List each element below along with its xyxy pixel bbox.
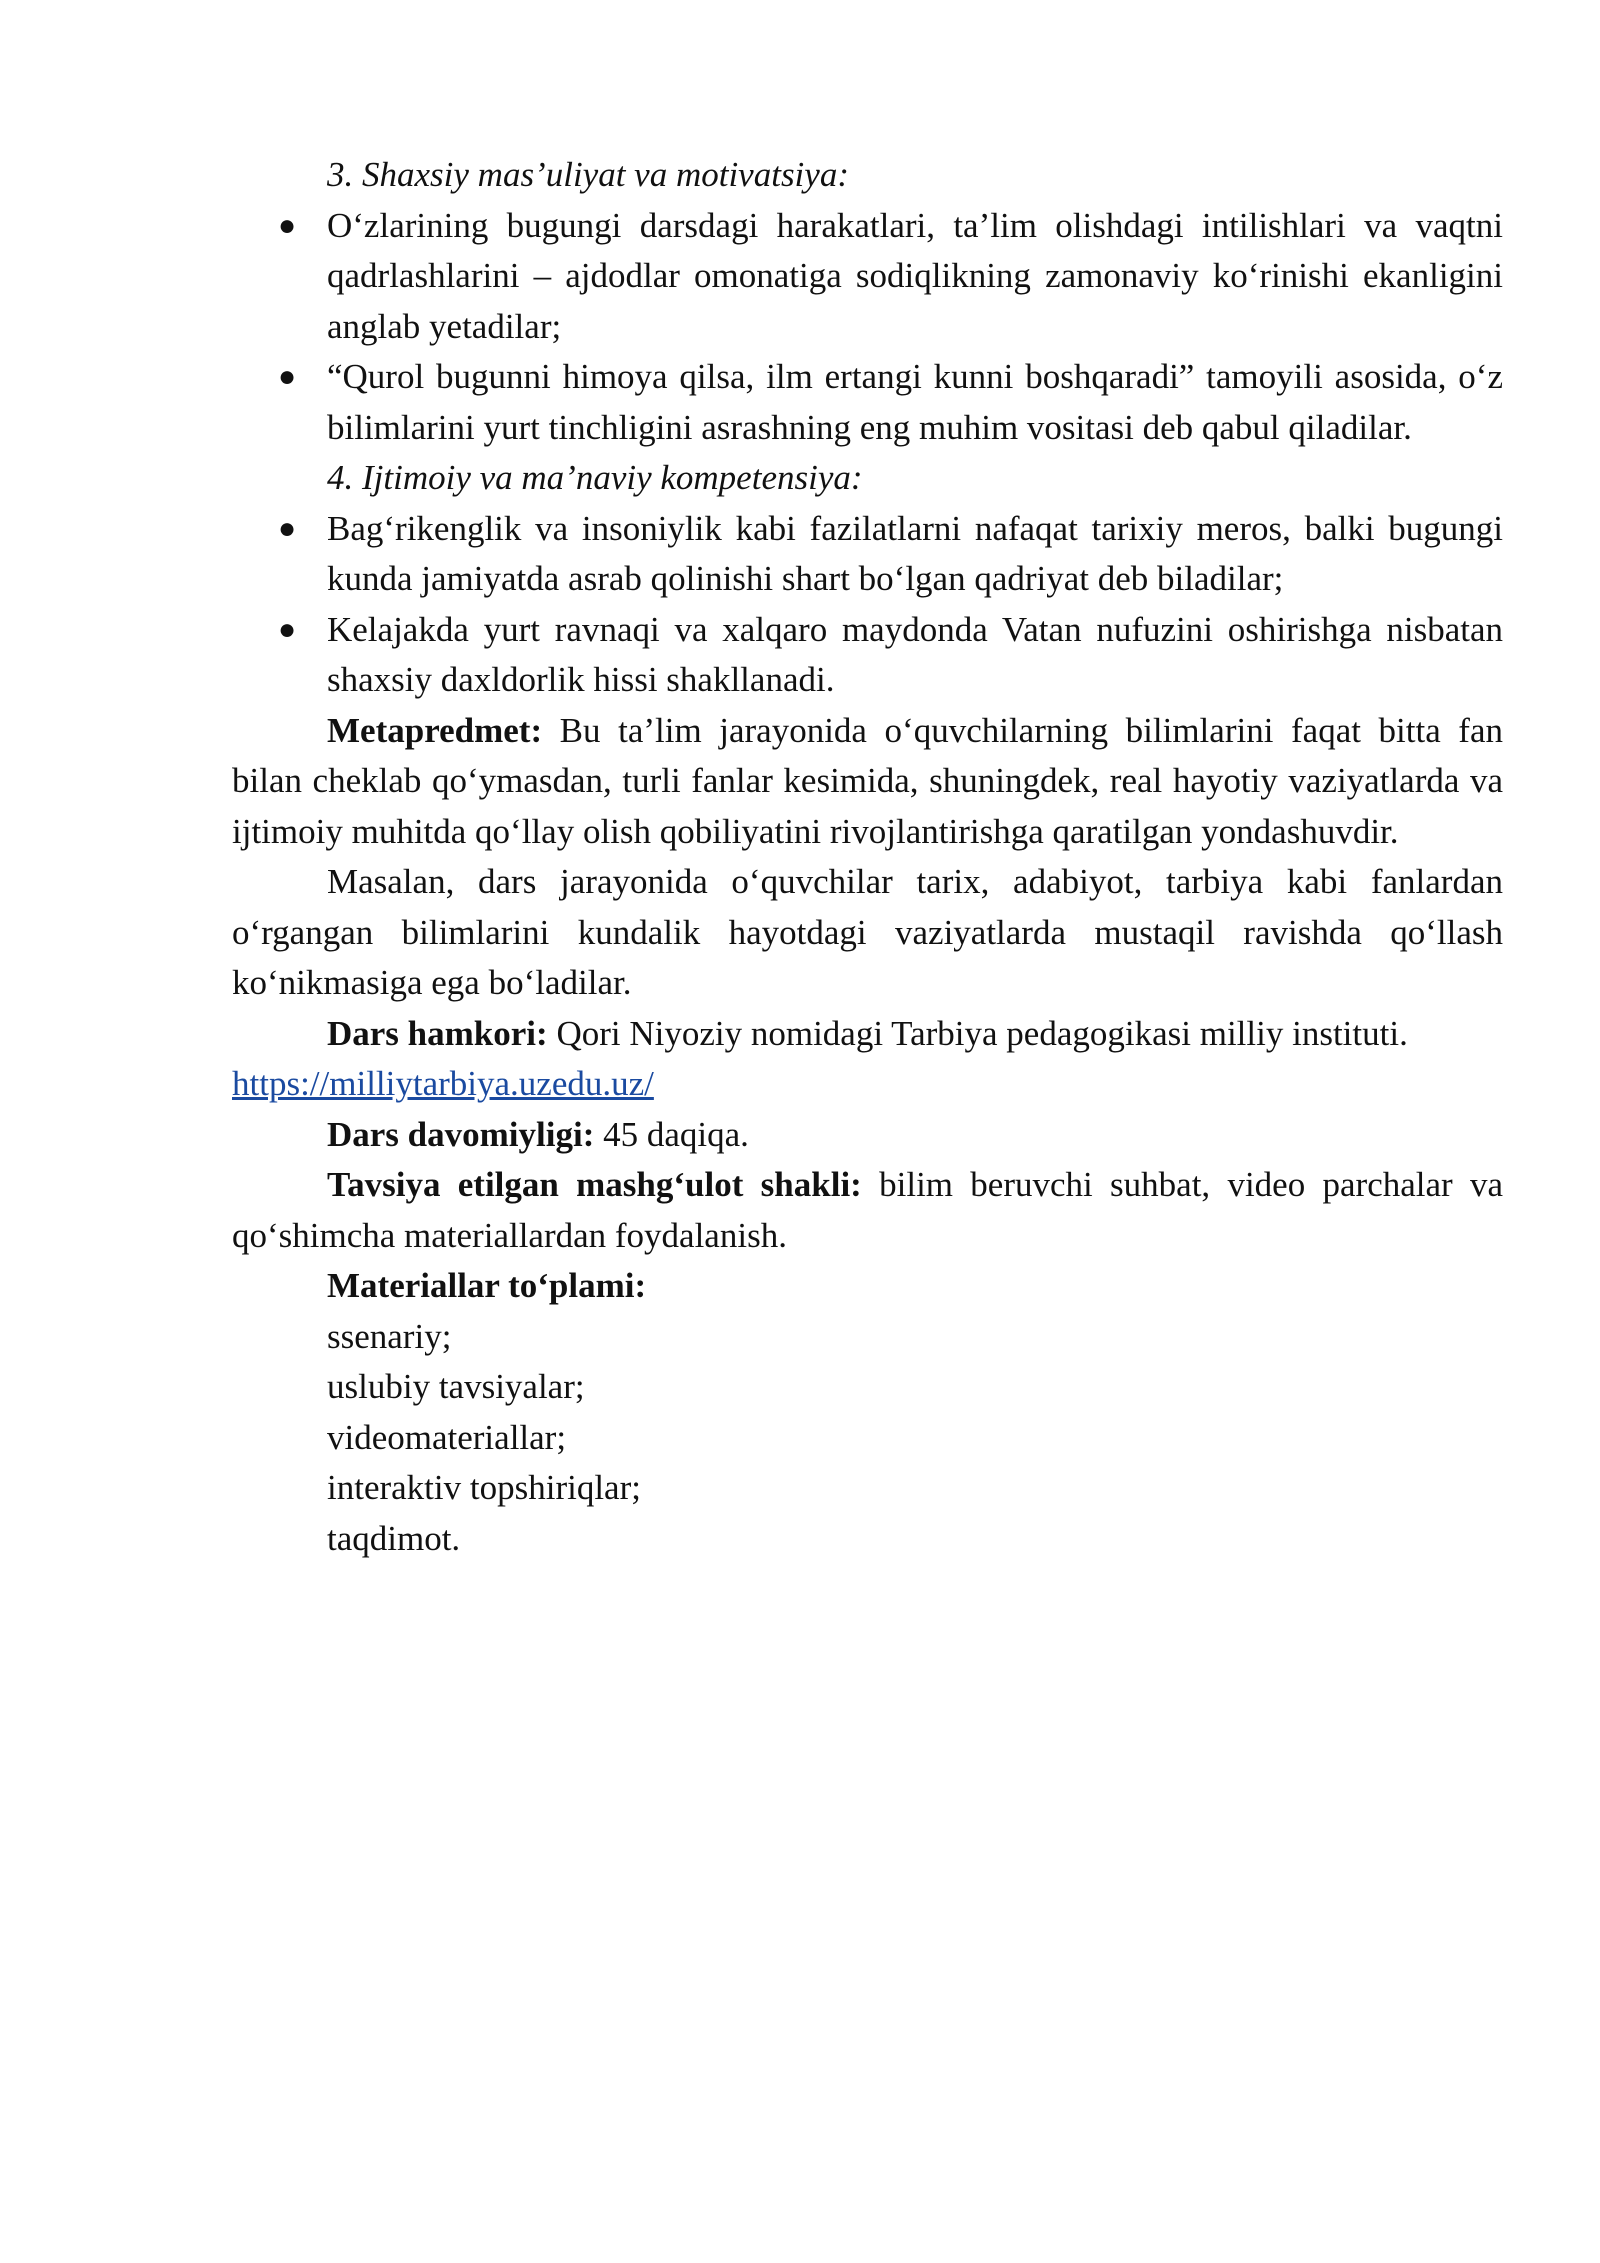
list-item: interaktiv topshiriqlar; <box>327 1468 641 1507</box>
bullet-icon: ● <box>278 612 297 646</box>
duration-text: 45 daqiqa. <box>594 1114 749 1154</box>
list-item-text: Bag‘rikenglik va insoniylik kabi fazilatlarni nafaqat tarixiy meros, balki bugungi kunda jamiyatda asrab qolinishi shart bo‘lgan qadriyat deb biladilar; <box>327 508 1503 598</box>
form-text: bilim beruvchi suhbat, video parchalar va qo‘shimcha materiallardan foydalanish. <box>232 1165 1503 1255</box>
materials-heading <box>232 1261 1503 1312</box>
list-item <box>278 504 1503 605</box>
list-item: videomateriallar; <box>327 1417 567 1457</box>
duration-paragraph <box>232 1110 1503 1161</box>
list-item <box>278 352 1503 453</box>
metapredmet-paragraph <box>232 706 1503 858</box>
metapredmet-text: Bu ta’lim jarayonida o‘quvchilarning bilimlarini faqat bitta fan bilan cheklab qo‘ymasdan, turli fanlar kesimida, shuningdek, real hayotiy vaziyatlarda va ijtimoiy muhitda qo‘llay olish qobiliyatini rivojlantirishga qaratilgan yondashuvdir. <box>232 710 1503 851</box>
partner-link[interactable]: https://milliytarbiya.uzedu.uz/ <box>232 1064 654 1103</box>
list-item: taqdimot. <box>327 1518 461 1558</box>
bullet-icon: ● <box>278 360 297 393</box>
list-item <box>278 605 1503 706</box>
list-item-text: Kelajakda yurt ravnaqi va xalqaro maydonda Vatan nufuzini oshirishga nisbatan shaxsiy daxldorlik hissi shakllanadi. <box>327 609 1503 699</box>
section3-heading: 3. Shaxsiy mas’uliyat va motivatsiya: <box>327 155 849 194</box>
section4-bullet-list <box>232 504 1503 706</box>
bullet-icon: ● <box>278 208 297 242</box>
materials-label: Materiallar to‘plami: <box>327 1266 647 1305</box>
partner-link-line <box>232 1059 1503 1110</box>
example-paragraph: Masalan, dars jarayonida o‘quvchilar tarix, adabiyot, tarbiya kabi fanlardan o‘rgangan bilimlarini kundalik hayotdagi vaziyatlarda mustaqil ravishda qo‘llash ko‘nikmasiga ega bo‘ladilar. <box>232 862 1503 1002</box>
partner-label: Dars hamkori: <box>327 1013 548 1053</box>
materials-list <box>232 1312 1503 1565</box>
form-paragraph <box>232 1160 1503 1261</box>
partner-text: Qori Niyoziy nomidagi Tarbiya pedagogikasi milliy instituti. <box>547 1013 1408 1053</box>
partner-paragraph <box>232 1009 1503 1060</box>
section3-bullet-list <box>232 201 1503 454</box>
bullet-icon: ● <box>278 511 297 545</box>
list-item-text: “Qurol bugunni himoya qilsa, ilm ertangi kunni boshqaradi” tamoyili asosida, o‘z bilimlarini yurt tinchligini asrashning eng muhim vositasi deb qabul qiladilar. <box>327 357 1503 447</box>
list-item <box>278 201 1503 353</box>
list-item-text: O‘zlarining bugungi darsdagi harakatlari, ta’lim olishdagi intilishlari va vaqtni qadrlashlarini – ajdodlar omonatiga sodiqlikning zamonaviy ko‘rinishi ekanligini anglab yetadilar; <box>327 205 1503 346</box>
duration-label: Dars davomiyligi: <box>327 1114 595 1154</box>
list-item: ssenariy; <box>327 1316 452 1356</box>
form-label: Tavsiya etilgan mashg‘ulot shakli: <box>327 1165 862 1204</box>
list-item: uslubiy tavsiyalar; <box>327 1367 585 1406</box>
metapredmet-label: Metapredmet: <box>327 710 543 750</box>
section4-heading: 4. Ijtimoiy va ma’naviy kompetensiya: <box>327 458 863 497</box>
